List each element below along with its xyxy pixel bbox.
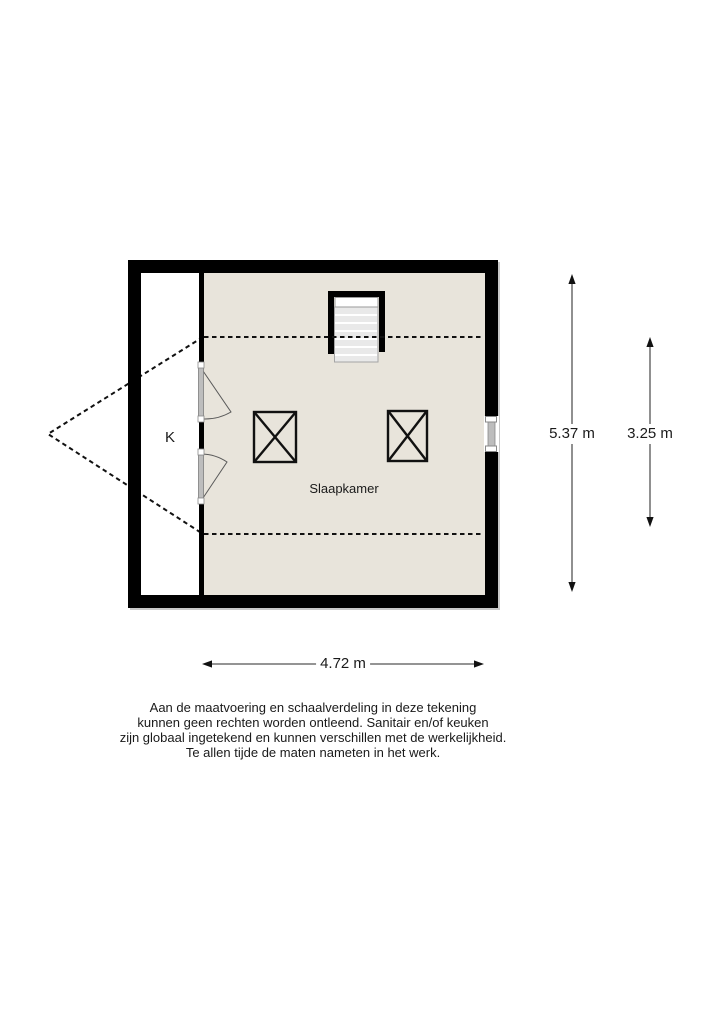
disclaimer-line-4: Te allen tijde de maten nameten in het werk. [185,745,441,760]
bedroom-label: Slaapkamer [309,481,379,496]
disclaimer-text [0,700,626,760]
dimension-label-inner-depth: 3.25 m [623,424,677,444]
closet-label: K [164,429,175,446]
interior-wall [199,273,204,595]
shadow-bottom [130,608,500,610]
staircase [328,291,385,362]
disclaimer-line-3: zijn globaal ingetekend en kunnen verschillen met de werkelijkheid. [119,730,507,745]
disclaimer-line-2: kunnen geen rechten worden ontleend. Sanitair en/of keuken [137,715,489,730]
disclaimer-line-1: Aan de maatvoering en schaalverdeling in deze tekening [149,700,477,715]
dimension-label-width: 4.72 m [316,654,370,674]
dimension-label-total-depth: 5.37 m [545,424,599,444]
